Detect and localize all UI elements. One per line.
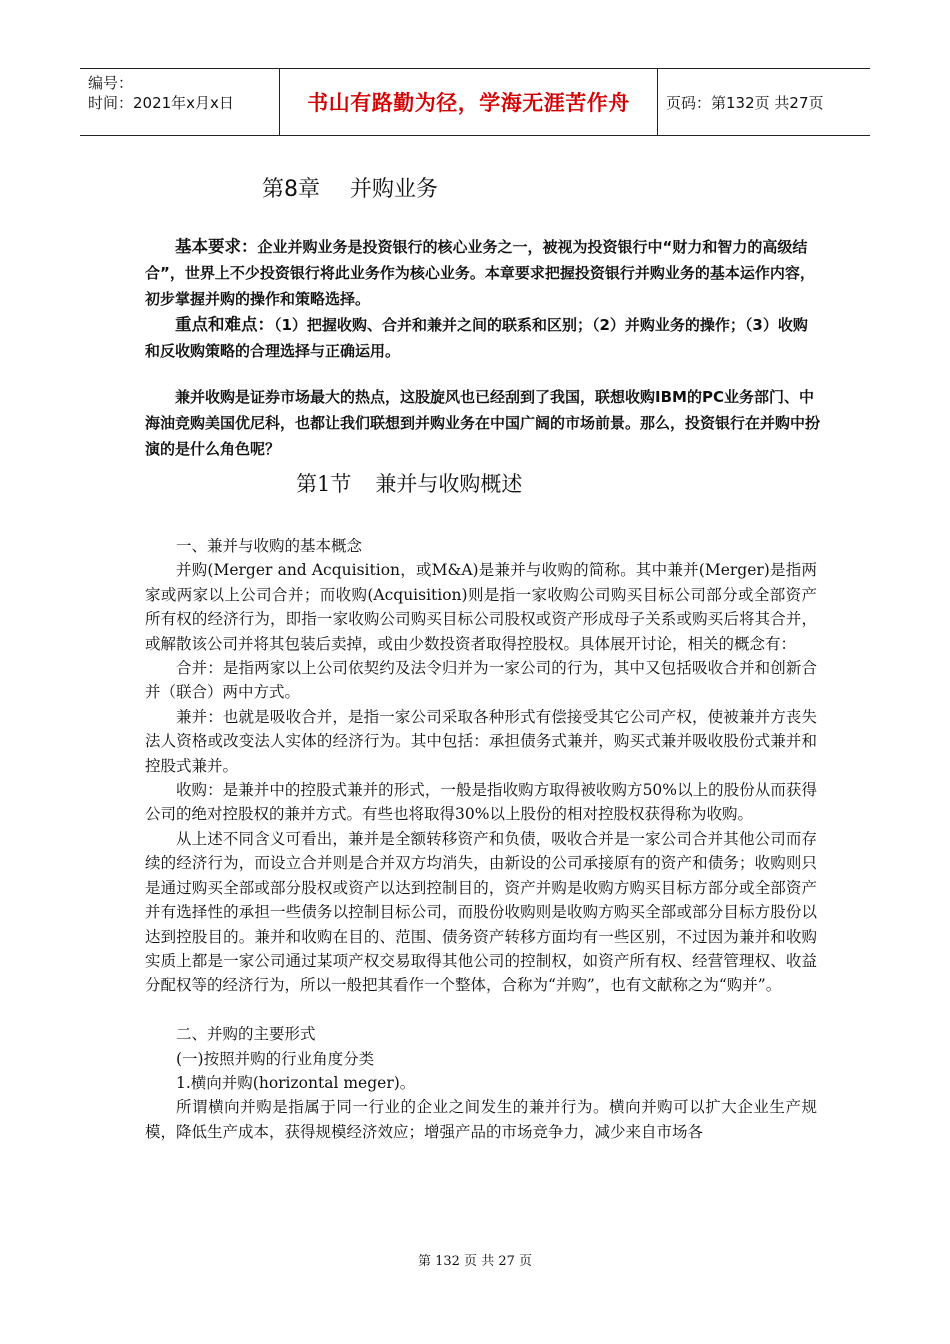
header-info-cell [80, 69, 280, 135]
chapter-title [262, 172, 438, 203]
intro-block [145, 384, 820, 462]
key-label: 重点和难点： [175, 315, 274, 334]
header-motto-cell [280, 69, 658, 135]
key-text: （1）把握收购、合并和兼并之间的联系和区别；（2）并购业务的操作；（3）收购和反收购策略的合理选择与正确运用。 [145, 316, 808, 360]
paragraph-comparison: 从上述不同含义可看出，兼并是全额转移资产和负债，吸收合并是一家公司合并其他公司而存续的经济行为，而设立合并则是合并双方均消失，由新设的公司承接原有的资产和债务；收购则只是通过购买全部或部分股权或资产以达到控制目的，资产并购是收购方购买目标方部分或全部资产并有选择性的承担一些债务以控制目标公司，而股份收购则是收购方购买全部或部分目标方股份以达到控股目的。兼并和收购在目的、范围、债务资产转移方面均有一些区别，不过因为兼并和收购实质上都是一家公司通过某项产权交易取得其他公司的控制权，如资产所有权、经营管理权、收益分配权等的经济行为，所以一般把其看作一个整体，合称为“并购”，也有文献称之为“购并”。 [145, 829, 817, 995]
section-name: 兼并与收购概述 [375, 472, 523, 496]
chapter-number: 第8章 [262, 177, 320, 202]
header-page: 页码：第132页 共27页 [666, 93, 824, 112]
paragraph-acquisition: 收购：是兼并中的控股式兼并的形式，一般是指收购方取得被收购方50%以上的股份从而获得公司的绝对控股权的兼并方式。有些也将取得30%以上股份的相对控股权获得称为收购。 [145, 781, 817, 824]
heading-horizontal: 1.横向并购(horizontal meger)。 [176, 1073, 416, 1092]
heading-forms: 二、并购的主要形式 [176, 1025, 316, 1044]
heading-by-industry: (一)按照并购的行业角度分类 [176, 1049, 375, 1068]
paragraph-horizontal: 所谓横向并购是指属于同一行业的企业之间发生的兼并行为。横向并购可以扩大企业生产规模，降低生产成本，获得规模经济效应；增强产品的市场竞争力，减少来自市场各 [145, 1098, 817, 1141]
chapter-name: 并购业务 [350, 177, 439, 202]
page-footer: 第 132 页 共 27 页 [417, 1254, 533, 1269]
intro-paragraph: 兼并收购是证券市场最大的热点，这股旋风也已经刮到了我国，联想收购IBM的PC业务部门、中海油竞购美国优尼科，也都让我们联想到并购业务在中国广阔的市场前景。那么，投资银行在并购中扮演的是什么角色呢？ [145, 388, 821, 458]
basic-text: 企业并购业务是投资银行的核心业务之一，被视为投资银行中“财力和智力的高级结合”，世界上不少投资银行将此业务作为核心业务。本章要求把握投资银行并购业务的基本运作内容，初步掌握并购的操作和策略选择。 [145, 238, 815, 308]
body-text [145, 534, 817, 1144]
spacer [145, 998, 817, 1022]
header-number: 编号： [88, 74, 134, 92]
basic-label: 基本要求： [175, 237, 258, 256]
document-header [80, 68, 870, 136]
header-page-cell [658, 69, 870, 135]
paragraph-ma-definition: 并购(Merger and Acquisition，或M&A)是兼并与收购的简称。其中兼并(Merger)是指两家或两家以上公司合并；而收购(Acquisition)则是指一家收购公司购买目标公司部分或全部资产所有权的经济行为，即指一家收购公司购买目标公司股权或资产形成母子关系或购买后将其合并，或解散该公司并将其包装后卖掉，或由少数投资者取得控股权。具体展开讨论，相关的概念有： [145, 561, 817, 653]
header-date: 时间：2021年x月x日 [88, 94, 234, 112]
basic-requirements [145, 234, 820, 312]
header-motto: 书山有路勤为径，学海无涯苦作舟 [307, 91, 630, 115]
paragraph-consolidation: 合并：是指两家以上公司依契约及法令归并为一家公司的行为，其中又包括吸收合并和创新合并（联合）两中方式。 [145, 659, 817, 702]
heading-concepts: 一、兼并与收购的基本概念 [176, 537, 363, 555]
section-title [296, 468, 522, 498]
requirements-block [145, 234, 820, 364]
section-number: 第1节 [296, 472, 352, 496]
paragraph-merger: 兼并：也就是吸收合并，是指一家公司采取各种形式有偿接受其它公司产权，使被兼并方丧失法人资格或改变法人实体的经济行为。其中包括：承担债务式兼并，购买式兼并吸收股份式兼并和控股式兼并。 [145, 707, 817, 775]
key-points [145, 312, 820, 364]
